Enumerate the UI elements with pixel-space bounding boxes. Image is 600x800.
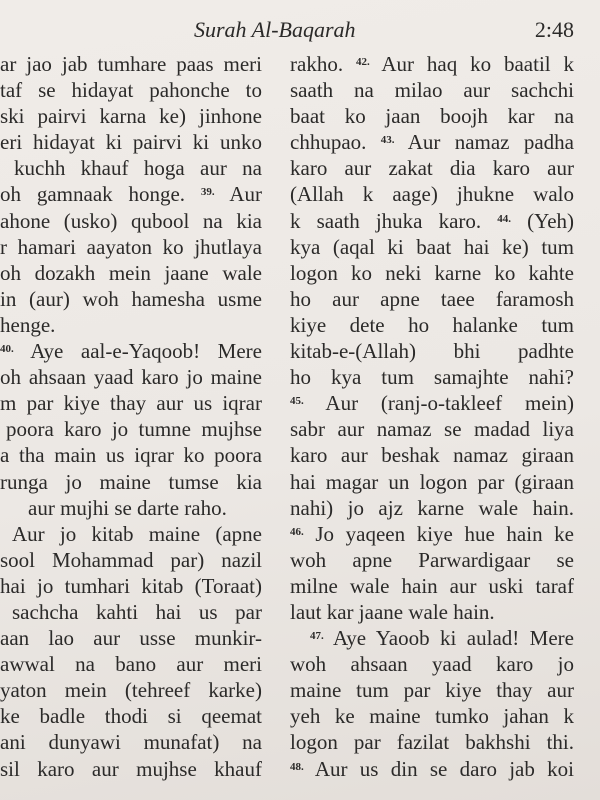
line-text: k saath jhuka karo. [290,208,498,233]
line-text: Aye aal-e-Yaqoob! Mere [13,339,262,364]
text-line [0,208,262,234]
text-line [290,77,574,103]
text-line [0,155,262,181]
line-text: taf se hidayat pahonche to [0,78,262,103]
line-text: Aur namaz padha [394,130,574,155]
line-text: sabr aur namaz se madad liya [290,417,574,442]
verse-number: 46. [290,525,304,538]
line-text: Aur [214,182,262,207]
line-text: (Yeh) [511,208,575,233]
text-line [0,677,262,703]
line-text: Aur us din se daro jab koi [303,756,574,781]
text-line [290,756,574,782]
text-line [290,599,574,625]
text-line [290,416,574,442]
line-text: awwal na bano aur meri [0,652,262,677]
text-line [0,129,262,155]
text-line [0,103,262,129]
text-line [0,756,262,782]
line-text: kitab-e-(Allah) bhi padhte [290,339,574,364]
verse-number: 40. [0,342,14,355]
line-text: ani dunyawi munafat) na [0,730,262,755]
line-text: m par kiye thay aur us iqrar [0,391,262,416]
text-line [290,442,574,468]
surah-title: Surah Al-Baqarah [194,17,356,42]
line-text: aan lao aur usse munkir- [0,626,262,651]
line-text: eri hidayat ki pairvi ki unko [0,130,262,155]
left-text-column [0,51,262,782]
text-line [290,260,574,286]
text-line [290,181,574,207]
line-text: Aye Yaoob ki aulad! Mere [323,626,574,651]
text-line [0,651,262,677]
text-line [0,338,262,364]
text-line [0,469,262,495]
text-line [290,521,574,547]
verse-number: 45. [290,395,304,408]
line-text: karo aur zakat dia karo aur [290,156,574,181]
text-line [290,364,574,390]
line-text: hai magar un logon par (giraan [290,469,574,494]
verse-number: 48. [290,760,304,773]
text-line [290,312,574,338]
text-line [290,234,574,260]
text-line [290,390,574,416]
text-line [0,703,262,729]
line-text: milne wale hain aur uski taraf [290,573,574,598]
line-text: runga jo maine tumse kia [0,469,262,494]
line-text: yeh ke maine tumko jahan k [290,704,574,729]
line-text: maine tum par kiye thay aur [290,678,574,703]
line-text: oh ahsaan yaad karo jo maine [0,365,262,390]
line-text: rakho. [290,52,356,76]
text-line [0,416,262,442]
line-text: a tha main us iqrar ko poora [0,443,262,468]
line-text: oh gamnaak honge. [0,182,201,207]
line-text: baat ko jaan boojh kar na [290,104,574,129]
text-line [290,155,574,181]
text-line [290,103,574,129]
verse-number: 47. [310,630,324,643]
line-text: poora karo jo tumne mujhse [6,417,262,442]
text-line [0,260,262,286]
text-line [0,495,262,521]
line-text: Aur (ranj-o-takleef mein) [303,391,574,416]
line-text: kya (aqal ki baat hai ke) tum [290,234,574,259]
text-line [0,77,262,103]
line-text: (Allah k aage) jhukne walo [290,182,574,207]
line-text: karo aur beshak namaz giraan [290,443,574,468]
line-text: ahone (usko) qubool na kia [0,208,262,233]
text-line [0,51,262,77]
text-line [0,390,262,416]
line-text: ski pairvi karna ke) jinhone [0,104,262,129]
text-line [290,286,574,312]
line-text: kuchh khauf hoga aur na [14,156,262,181]
text-line [0,286,262,312]
line-text: yaton mein (tehreef karke) [0,678,262,703]
line-text: sachcha kahti hai us par [12,599,262,624]
text-line [290,547,574,573]
line-text: woh apne Parwardigaar se [290,547,574,572]
line-text: ar jao jab tumhare paas meri [0,52,262,76]
text-line [290,338,574,364]
line-text: chhupao. [290,130,381,155]
text-line [290,729,574,755]
line-text: sil karo aur mujhse khauf [0,756,262,781]
text-line [290,625,574,651]
text-line [0,442,262,468]
line-text: sool Mohammad par) nazil [0,547,262,572]
text-line [0,599,262,625]
verse-number: 44. [497,212,512,225]
text-line [290,495,574,521]
text-line [0,573,262,599]
text-line [0,181,262,207]
line-text: Aur haq ko baatil k [369,52,574,76]
line-text: logon par fazilat bakhshi thi. [290,730,574,755]
line-text: oh dozakh mein jaane wale [0,260,262,285]
text-line [0,625,262,651]
line-text: laut kar jaane wale hain. [290,599,495,624]
line-text: Aur jo kitab maine (apne [12,521,262,546]
text-line [0,547,262,573]
line-text: ke badle thodi si qeemat [0,704,262,729]
line-text: Jo yaqeen kiye hue hain ke [303,521,574,546]
text-line [0,234,262,260]
text-line [290,677,574,703]
page-reference: 2:48 [534,17,574,42]
line-text: aur mujhi se darte raho. [28,495,227,520]
verse-number: 39. [200,186,215,199]
line-text: saath na milao aur sachchi [290,78,574,103]
line-text: r hamari aayaton ko jhutlaya [0,234,262,259]
line-text: henge. [0,312,56,337]
line-text: kiye dete ho halanke tum [290,312,574,337]
line-text: logon ko neki karne ko kahte [290,260,574,285]
line-text: nahi) jo ajz karne wale hain. [290,495,574,520]
text-line [290,469,574,495]
text-line [290,651,574,677]
line-text: woh ahsaan yaad karo jo [290,652,574,677]
text-line [290,51,574,77]
text-line [290,208,574,234]
text-line [290,129,574,155]
text-line [290,573,574,599]
text-line [290,703,574,729]
line-text: in (aur) woh hamesha usme [0,286,262,311]
text-line [0,312,262,338]
line-text: ho aur apne taee faramosh [290,286,574,311]
verse-number: 42. [355,55,370,68]
line-text: hai jo tumhari kitab (Toraat) [0,573,262,598]
line-text: ho kya tum samajhte nahi? [290,365,574,390]
verse-number: 43. [380,134,395,147]
text-line [0,521,262,547]
right-text-column [290,51,574,782]
text-line [0,364,262,390]
text-line [0,729,262,755]
